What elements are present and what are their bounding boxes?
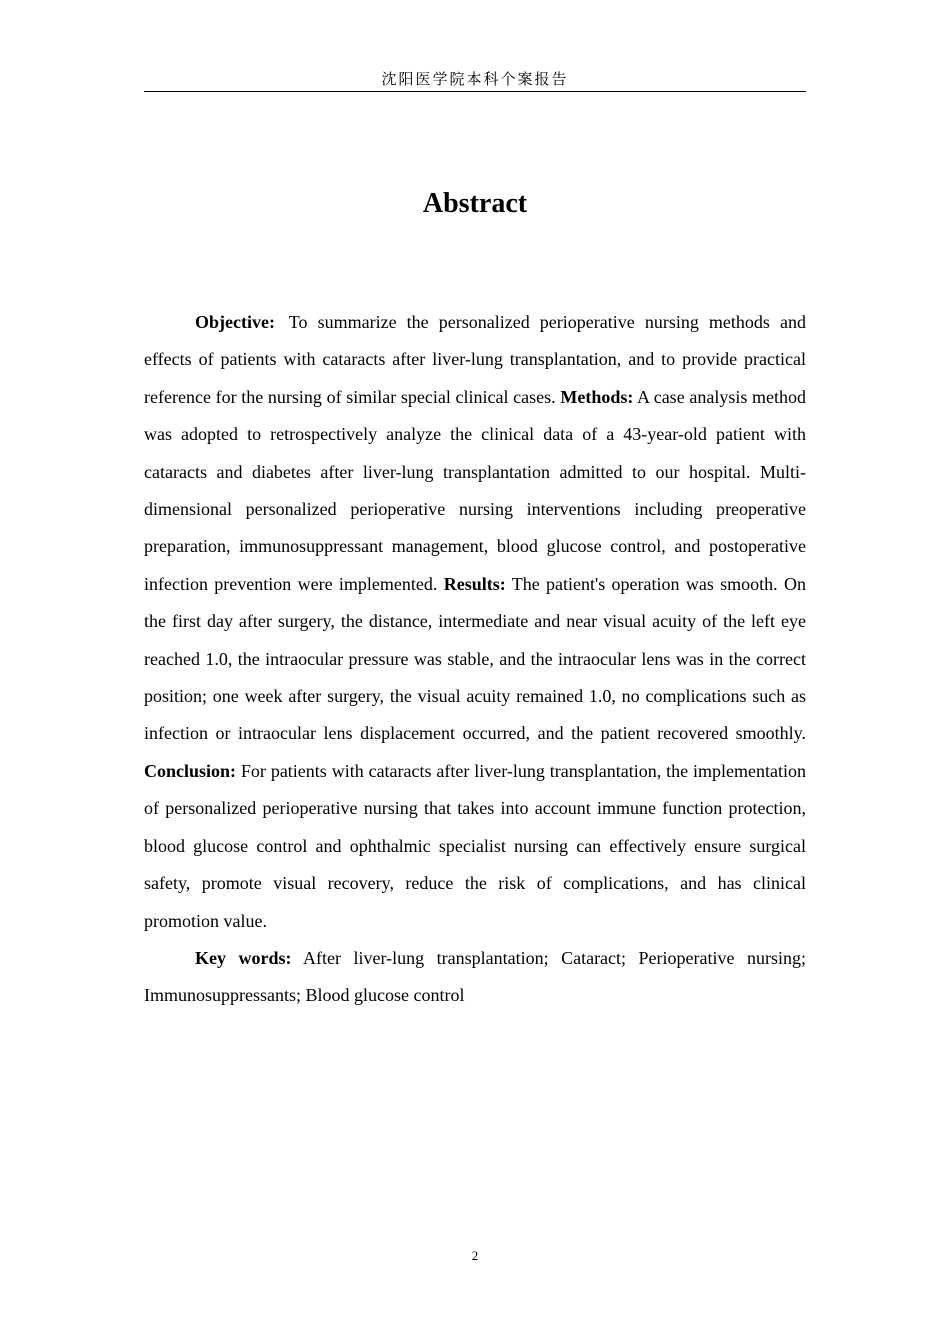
objective-text: To summarize the personalized perioperative nursing methods and effects of patients with cataracts after liver-lung transplantation, and to provide practical reference for the nursing of similar special clinical cases. [144, 312, 806, 407]
results-text: The patient's operation was smooth. On the first day after surgery, the distance, intermediate and near visual acuity of the left eye reached 1.0, the intraocular pressure was stable, and the intraocular lens was in the correct position; one week after surgery, the visual acuity remained 1.0, no complications such as infection or intraocular lens displacement occurred, and the patient recovered smoothly. [144, 573, 807, 744]
methods-label: Methods: [560, 386, 634, 407]
methods-text: A case analysis method was adopted to retrospectively analyze the clinical data of a 43-year-old patient with cataracts and diabetes after liver-lung transplantation admitted to our hospital. Multi-dimensional personalized perioperative nursing interventions including preoperative preparation, immunosuppressant management, blood glucose control, and postoperative infection prevention were implemented. [144, 386, 806, 594]
abstract-body [144, 304, 806, 1015]
keywords-paragraph [144, 940, 806, 1015]
keywords-label: Key words: [195, 947, 292, 968]
page-number: 2 [471, 1248, 479, 1263]
abstract-paragraph [144, 304, 806, 940]
objective-label: Objective: [195, 312, 275, 332]
conclusion-text: For patients with cataracts after liver-lung transplantation, the implementation of personalized perioperative nursing that takes into account immune function protection, blood glucose control and ophthalmic specialist nursing can effectively ensure surgical safety, promote visual recovery, reduce the risk of complications, and has clinical promotion value. [144, 760, 806, 931]
page-title: Abstract [422, 188, 528, 219]
keywords-text: After liver-lung transplantation; Cataract; Perioperative nursing; Immunosuppressants; Blood glucose control [144, 947, 806, 1006]
page-header [144, 68, 806, 92]
results-label: Results: [443, 573, 506, 594]
header-text: 沈阳医学院本科个案报告 [381, 70, 569, 88]
conclusion-label: Conclusion: [144, 760, 237, 781]
